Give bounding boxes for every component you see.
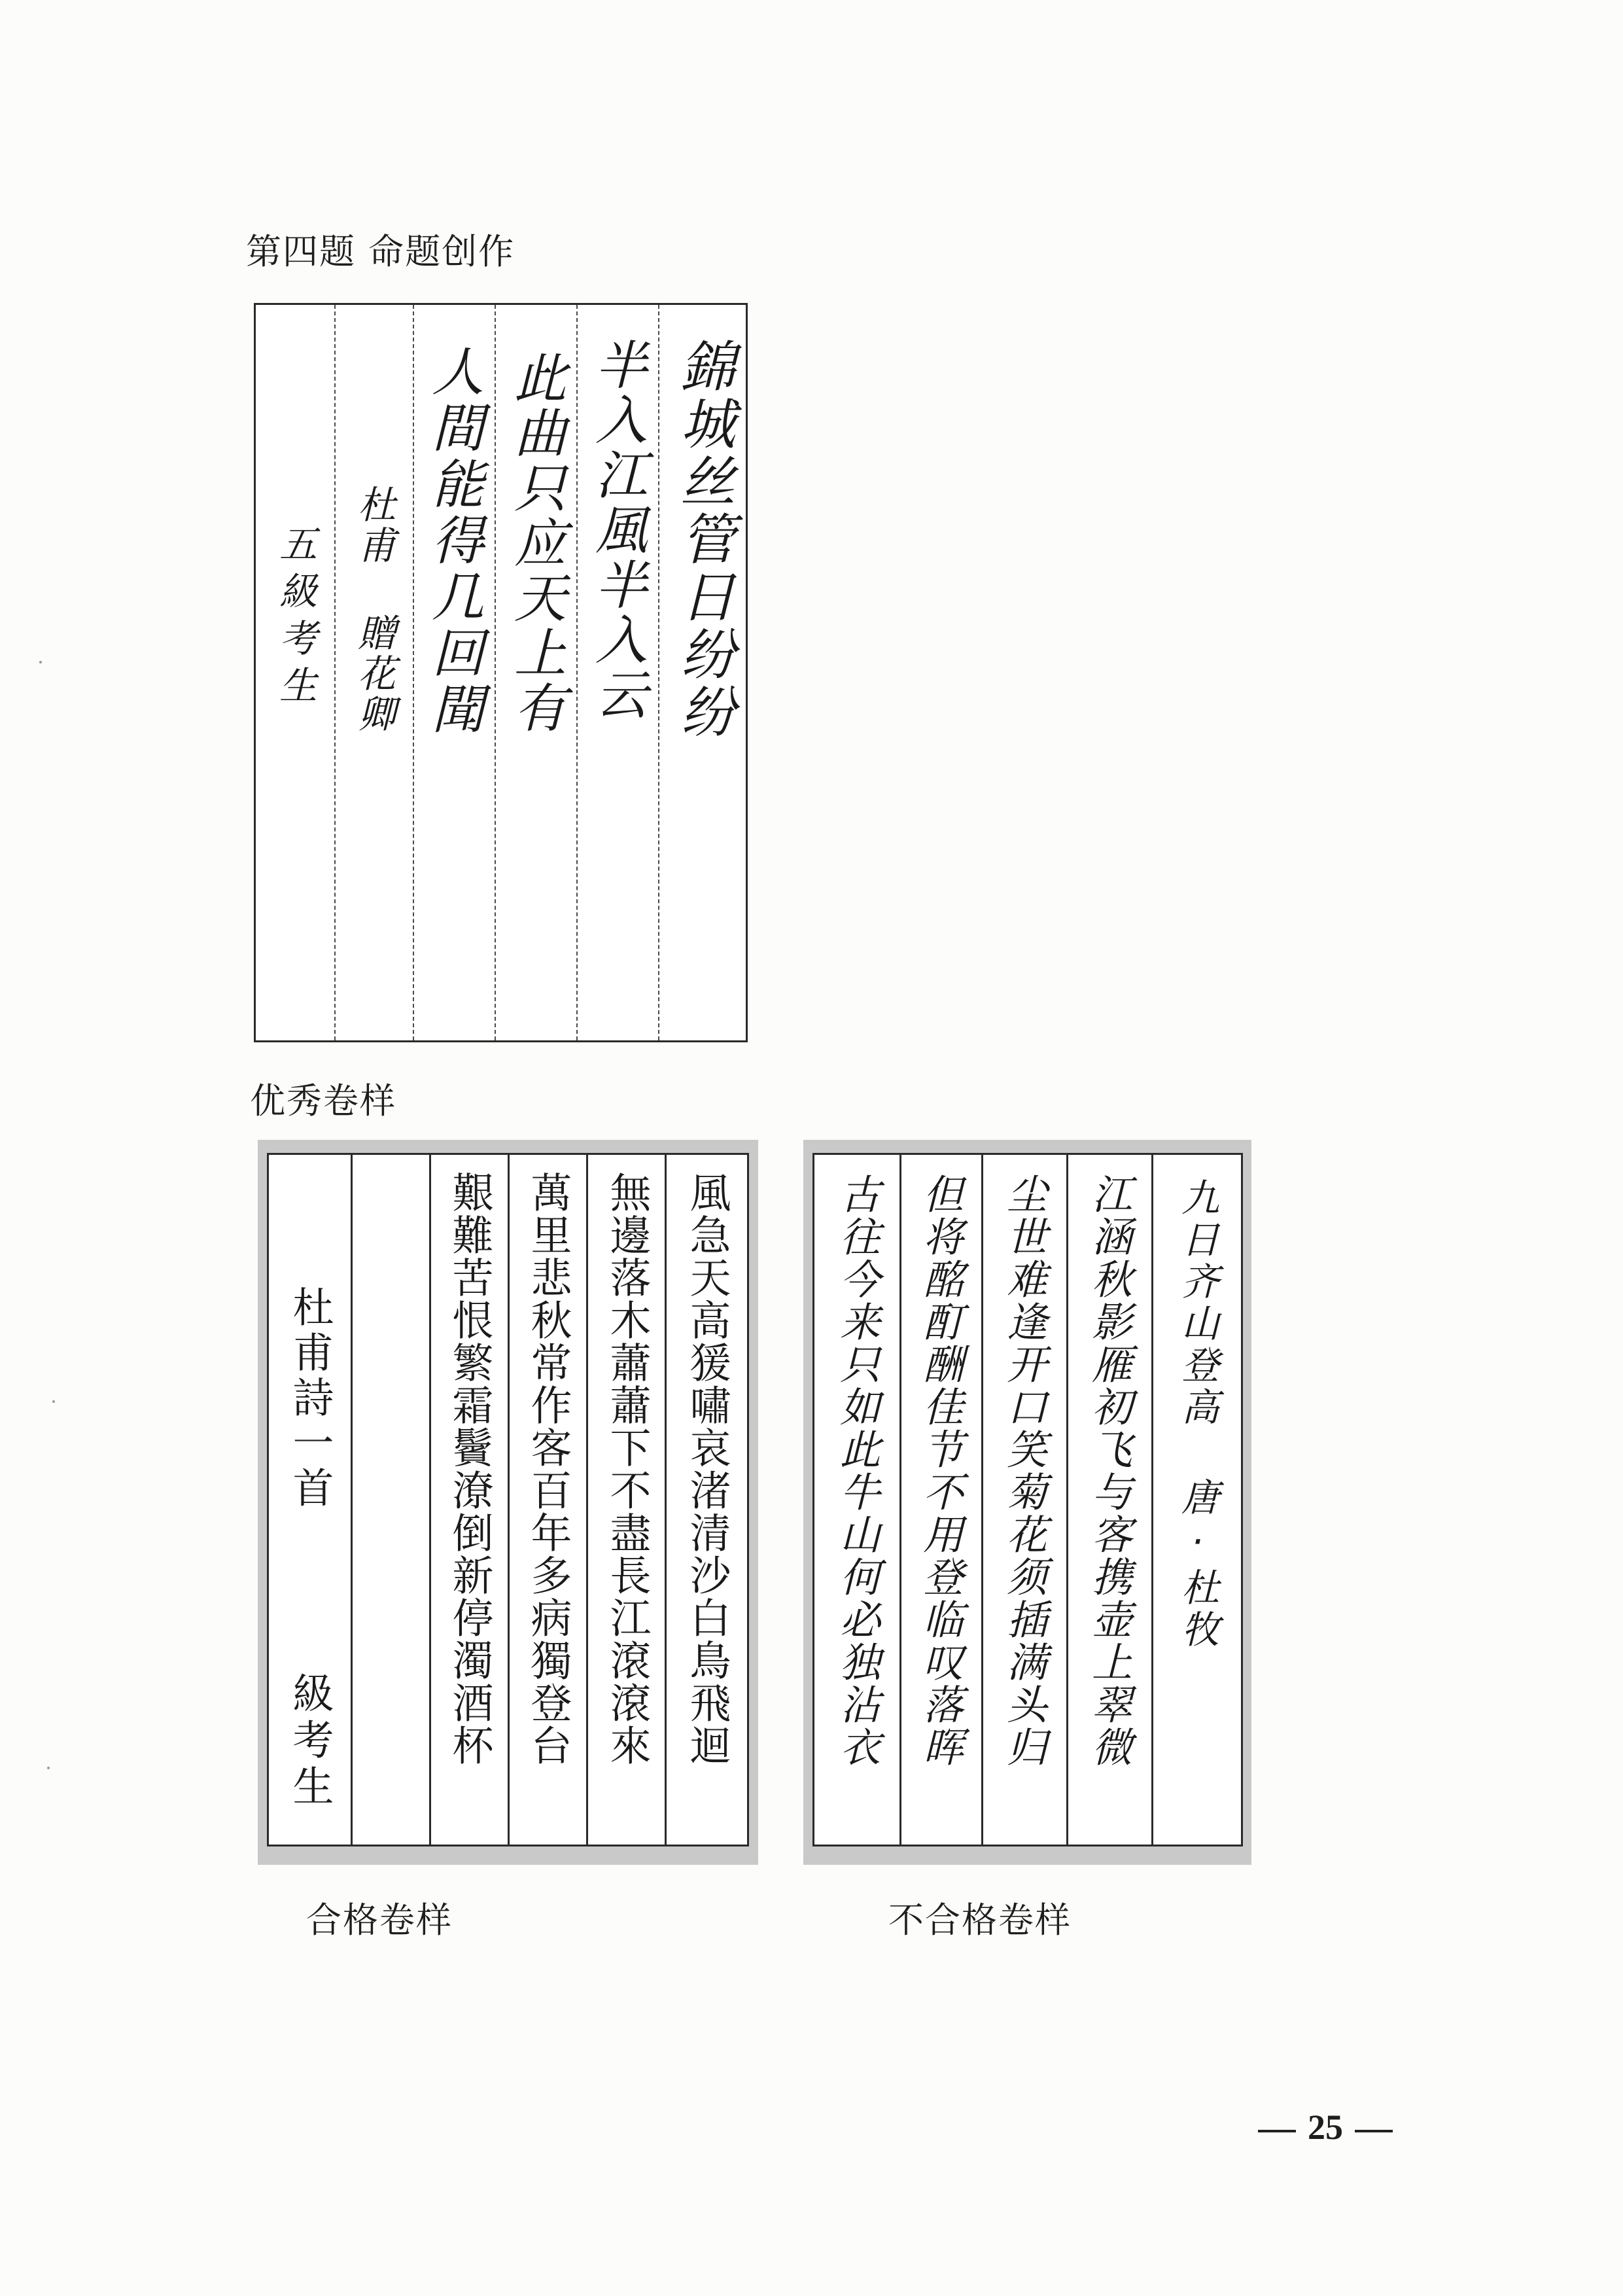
dash-right bbox=[1355, 2130, 1393, 2132]
pass-column-3: 萬里悲秋常作客百年多病獨登台 bbox=[524, 1171, 572, 1767]
fail-sample-panel bbox=[803, 1140, 1251, 1865]
page-number-value: 25 bbox=[1308, 2108, 1343, 2147]
fail-column-2: 尘世难逢开口笑菊花须插满头归 bbox=[1000, 1173, 1048, 1769]
pass-label: 合格卷样 bbox=[306, 1899, 453, 1941]
scan-speck bbox=[47, 1767, 50, 1769]
pass-column-4: 艱難苦恨繁霜鬢潦倒新停濁酒杯 bbox=[445, 1171, 494, 1767]
excellent-level: 五級考生 bbox=[273, 524, 317, 713]
excellent-column-4: 人間能得几回聞 bbox=[423, 344, 484, 738]
scan-speck bbox=[39, 661, 42, 663]
fail-column-1: 江涵秋影雁初飞与客携壶上翠微 bbox=[1085, 1173, 1133, 1769]
pass-column-2: 無邊落木蕭蕭下不盡長江滾滾來 bbox=[603, 1171, 652, 1767]
excellent-signature: 杜甫 贈花卿 bbox=[351, 485, 396, 735]
excellent-column-1: 錦城丝管日纷纷 bbox=[671, 338, 736, 741]
fail-column-3: 但将酩酊酬佳节不用登临叹落晖 bbox=[916, 1173, 964, 1769]
pass-level: 級考生 bbox=[286, 1672, 334, 1811]
fail-label: 不合格卷样 bbox=[888, 1899, 1072, 1941]
page-number bbox=[1246, 2107, 1405, 2147]
dash-left bbox=[1258, 2130, 1296, 2132]
excellent-label: 优秀卷样 bbox=[250, 1080, 396, 1122]
pass-sample-panel bbox=[258, 1140, 758, 1865]
excellent-column-2: 半入江風半入云 bbox=[586, 338, 648, 722]
section-title: 第四题 命题创作 bbox=[246, 231, 515, 272]
excellent-column-3: 此曲只应天上有 bbox=[505, 351, 567, 735]
scan-speck bbox=[52, 1400, 55, 1403]
pass-signature: 杜甫詩一首 bbox=[286, 1286, 334, 1511]
fail-title: 九日齐山登高 唐·杜牧 bbox=[1175, 1178, 1219, 1651]
pass-column-1: 風急天高猨嘯哀渚清沙白鳥飛迴 bbox=[683, 1171, 731, 1767]
fail-column-4: 古往今来只如此牛山何必独沾衣 bbox=[833, 1173, 881, 1769]
excellent-sample-sheet bbox=[254, 303, 748, 1042]
